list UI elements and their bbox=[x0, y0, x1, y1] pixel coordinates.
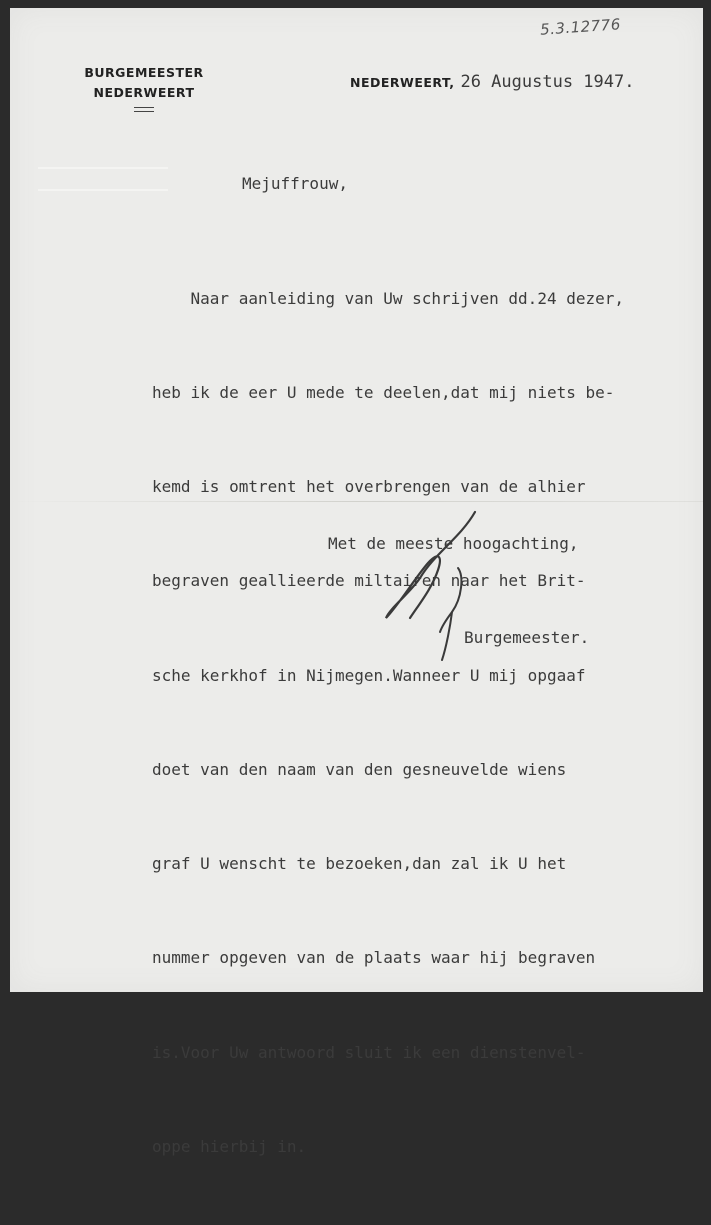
body-line: heb ik de eer U mede te deelen,dat mij niets be- bbox=[152, 383, 615, 403]
signatory-title: Burgemeester. bbox=[464, 628, 590, 647]
letterhead-rule bbox=[134, 107, 154, 112]
letterhead-line1: BURGEMEESTER bbox=[84, 65, 204, 80]
letter-sheet bbox=[10, 8, 703, 1156]
date: 26 Augustus 1947. bbox=[460, 72, 635, 92]
closing: Met de meeste hoogachting, bbox=[328, 534, 579, 553]
place: NEDERWEERT, bbox=[350, 75, 455, 90]
body-line: oppe hierbij in. bbox=[152, 1136, 307, 1156]
body-line: is.Voor Uw antwoord sluit ik een dienstenvel- bbox=[152, 1042, 586, 1062]
body-line: doet van den naam van den gesneuvelde wiens bbox=[152, 759, 567, 779]
letter-body bbox=[152, 220, 624, 1225]
body-line: kemd is omtrent het overbrengen van de alhier bbox=[152, 477, 586, 497]
place-date bbox=[350, 72, 634, 92]
letterhead-line2: NEDERWEERT bbox=[93, 85, 195, 100]
body-line: nummer opgeven van de plaats waar hij begraven bbox=[152, 948, 596, 968]
letterhead bbox=[74, 63, 214, 112]
body-line: sche kerkhof in Nijmegen.Wanneer U mij opgaaf bbox=[152, 665, 586, 685]
body-line: begraven geallieerde miltairen naar het Brit- bbox=[152, 571, 586, 591]
body-line: graf U wenscht te bezoeken,dan zal ik U het bbox=[152, 854, 567, 874]
body-line: Naar aanleiding van Uw schrijven dd.24 dezer, bbox=[152, 288, 625, 308]
erased-mark bbox=[38, 189, 168, 191]
salutation: Mejuffrouw, bbox=[242, 174, 348, 193]
erased-mark bbox=[38, 167, 168, 169]
archive-number: 5.3.12776 bbox=[539, 15, 622, 39]
